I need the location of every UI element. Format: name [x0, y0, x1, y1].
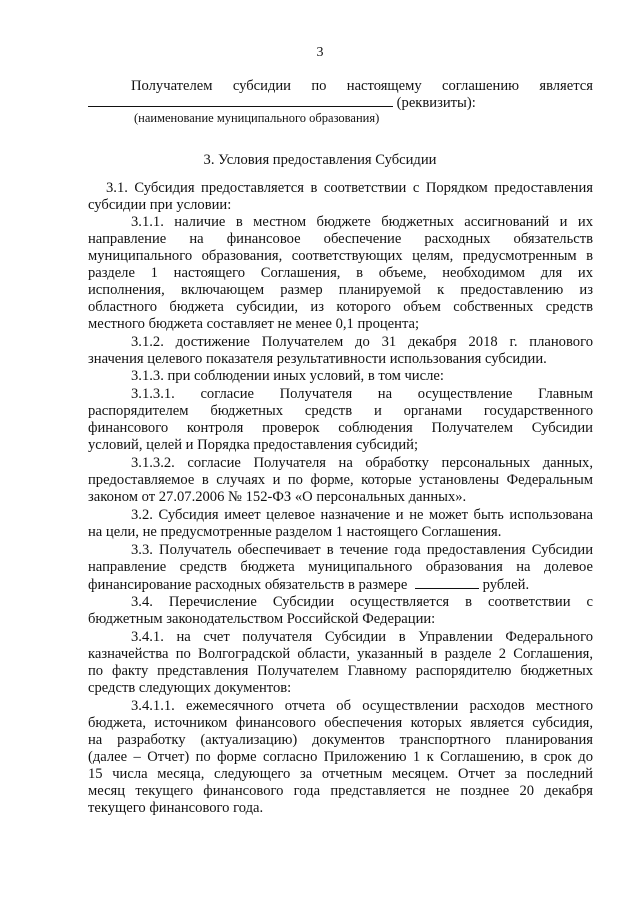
- clause-3-1-3-2-line-1: 3.1.3.2. согласие Получателя на обработку персональных данных,: [131, 455, 593, 471]
- clause-3-4-1-1-line-2: бюджета, источником финансового обеспечения которых является субсидия,: [88, 715, 593, 731]
- clause-3-1-1-line-7: местного бюджета составляет не менее 0,1 процента;: [88, 316, 420, 332]
- clause-3-1-3-1-line-1: 3.1.3.1. согласие Получателя на осуществление Главным: [131, 386, 593, 402]
- clause-3-4-1-1-line-3: на разработку (актуализацию) документов транспортного планирования: [88, 732, 593, 748]
- recipient-line-1: Получателем субсидии по настоящему соглашению является: [131, 78, 593, 94]
- clause-3-1-3-1-line-3: финансового контроля проверок соблюдения Получателем Субсидии: [88, 420, 593, 436]
- clause-3-3-line-1: 3.3. Получатель обеспечивает в течение года предоставления Субсидии: [131, 542, 593, 558]
- section-title: 3. Условия предоставления Субсидии: [203, 152, 437, 168]
- clause-3-1-3-2-line-3: законом от 27.07.2006 № 152-ФЗ «О персональных данных».: [88, 489, 467, 505]
- clause-3-1-2-line-2: значения целевого показателя результативности использования субсидии.: [88, 351, 547, 367]
- recipient-caption: (наименование муниципального образования): [134, 111, 380, 125]
- clause-3-4-1-1-line-7: текущего финансового года.: [88, 800, 264, 816]
- clause-3-4-1-1-line-4: (далее – Отчет) по форме согласно Приложению 1 к Соглашению, в срок до: [88, 749, 593, 765]
- clause-3-1-3-1-line-2: распорядителем бюджетных средств и органами государственного: [88, 403, 593, 419]
- clause-3-4-1-line-2: казначейства по Волгоградской области, указанный в разделе 2 Соглашения,: [88, 646, 593, 662]
- clause-3-1-1-line-6: областного бюджета субсидии, из которого объем собственных средств: [88, 299, 593, 315]
- clause-3-4-1-1-line-5: 15 числа месяца, следующего за отчетным месяцем. Отчет за последний: [88, 766, 593, 782]
- amount-blank: [415, 576, 479, 589]
- clause-3-1-1-line-3: муниципального образования, соответствующих целям, предусмотренным в: [88, 248, 593, 264]
- amount-suffix: рублей.: [482, 577, 530, 593]
- clause-3-4-1-1-line-1: 3.4.1.1. ежемесячного отчета об осуществлении расходов местного: [131, 698, 593, 714]
- clause-3-2-line-2: на цели, не предусмотренные разделом 1 настоящего Соглашения.: [88, 524, 502, 540]
- clause-3-3-line-3: [88, 576, 593, 594]
- clause-3-4-1-1-line-6: месяц текущего финансового года представляется не позднее 20 декабря: [88, 783, 593, 799]
- clause-3-4-1-line-3: по факту представления Получателем Главному распорядителю бюджетных: [88, 663, 593, 679]
- clause-3-1-line-2: субсидии при условии:: [88, 197, 232, 213]
- recipient-blank: [88, 94, 393, 107]
- clause-3-1-line-1: 3.1. Субсидия предоставляется в соответствии с Порядком предоставления: [106, 180, 593, 196]
- recipient-requisites: (реквизиты):: [396, 95, 476, 111]
- clause-3-4-1-line-1: 3.4.1. на счет получателя Субсидии в Управлении Федерального: [131, 629, 593, 645]
- clause-3-3-line-2: направление средств бюджета муниципального образования на долевое: [88, 559, 593, 575]
- clause-3-4-line-1: 3.4. Перечисление Субсидии осуществляется в соответствии с: [131, 594, 593, 610]
- clause-3-1-2-line-1: 3.1.2. достижение Получателем до 31 декабря 2018 г. планового: [131, 334, 593, 350]
- clause-3-1-1-line-2: направление на финансовое обеспечение расходных обязательств: [88, 231, 593, 247]
- clause-3-2-line-1: 3.2. Субсидия имеет целевое назначение и не может быть использована: [131, 507, 593, 523]
- page-number: 3: [316, 45, 324, 60]
- clause-3-1-1-line-1: 3.1.1. наличие в местном бюджете бюджетных ассигнований и их: [131, 214, 593, 230]
- clause-3-1-3: 3.1.3. при соблюдении иных условий, в том числе:: [131, 368, 444, 384]
- clause-3-4-line-2: бюджетным законодательством Российской Федерации:: [88, 611, 436, 627]
- clause-3-1-3-1-line-4: условий, целей и Порядка предоставления субсидий;: [88, 437, 419, 453]
- clause-3-1-1-line-5: исполнения, включающем размер планируемой к предоставлению из: [88, 282, 593, 298]
- clause-3-1-1-line-4: разделе 1 настоящего Соглашения, в объеме, необходимом для их: [88, 265, 593, 281]
- clause-3-4-1-line-4: средств следующих документов:: [88, 680, 292, 696]
- clause-3-1-3-2-line-2: предоставляемое в случаях и по форме, которые установлены Федеральным: [88, 472, 593, 488]
- amount-text: финансирование расходных обязательств в размере: [88, 577, 408, 593]
